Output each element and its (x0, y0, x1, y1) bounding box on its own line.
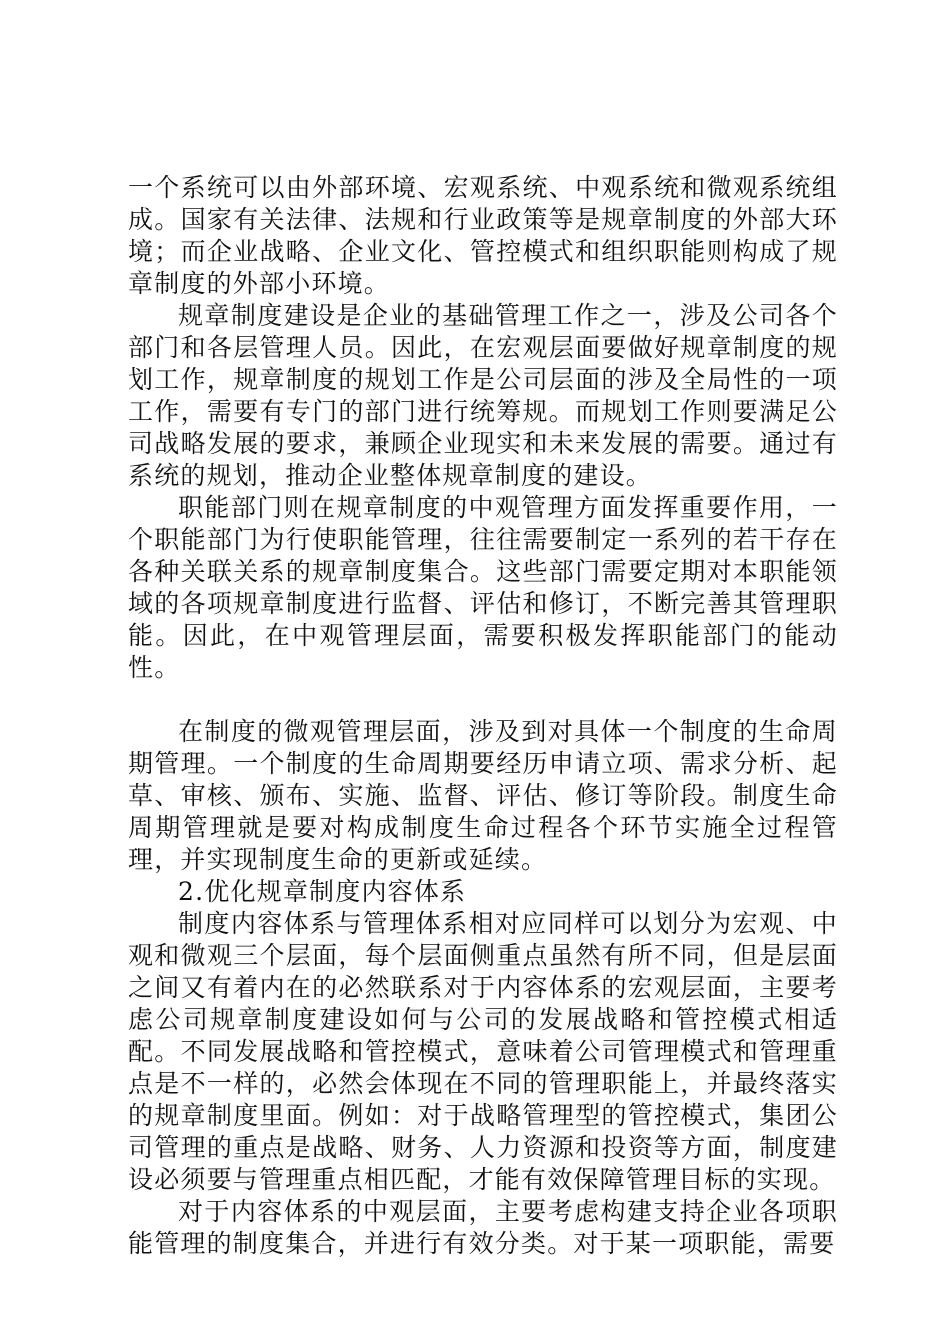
paragraph-micro-lifecycle: 在制度的微观管理层面，涉及到对具体一个制度的生命周期管理。一个制度的生命周期要经历申请立项、需求分析、起草、审核、颁布、实施、监督、评估、修订等阶段。制度生命周期管理就是要对构成制度生命过程各个环节实施全过程管理，并实现制度生命的更新或延续。 (128, 717, 838, 874)
document-body (128, 172, 838, 1260)
paragraph-macro-planning: 规章制度建设是企业的基础管理工作之一，涉及公司各个部门和各层管理人员。因此，在宏观层面要做好规章制度的规划工作，规章制度的规划工作是公司层面的涉及全局性的一项工作，需要有专门的部门进行统筹规。而规划工作则要满足公司战略发展的要求，兼顾企业现实和未来发展的需要。通过有系统的规划，推动企业整体规章制度的建设。 (128, 301, 838, 490)
section-heading: 2.优化规章制度内容体系 (178, 877, 467, 906)
paragraph-external-environment: 一个系统可以由外部环境、宏观系统、中观系统和微观系统组成。国家有关法律、法规和行业政策等是规章制度的外部大环境；而企业战略、企业文化、管控模式和组织职能则构成了规章制度的外部小环境。 (128, 173, 838, 298)
paragraph-gap (128, 684, 838, 716)
paragraph-meso-functional: 职能部门则在规章制度的中观管理方面发挥重要作用，一个职能部门为行使职能管理，往往需要制定一系列的若干存在各种关联关系的规章制度集合。这些部门需要定期对本职能领域的各项规章制度进行监督、评估和修订，不断完善其管理职能。因此，在中观管理层面，需要积极发挥职能部门的能动性。 (128, 493, 838, 682)
paragraph-meso-content: 对于内容体系的中观层面，主要考虑构建支持企业各项职能管理的制度集合，并进行有效分类。对于某一项职能，需要 (128, 1197, 838, 1258)
paragraph-content-system: 制度内容体系与管理体系相对应同样可以划分为宏观、中观和微观三个层面，每个层面侧重点虽然有所不同，但是层面之间又有着内在的必然联系对于内容体系的宏观层面，主要考虑公司规章制度建设如何与公司的发展战略和管控模式相适配。不同发展战略和管控模式，意味着公司管理模式和管理重点是不一样的，必然会体现在不同的管理职能上，并最终落实的规章制度里面。例如：对于战略管理型的管控模式，集团公司管理的重点是战略、财务、人力资源和投资等方面，制度建设必须要与管理重点相匹配，才能有效保障管理目标的实现。 (128, 909, 838, 1194)
